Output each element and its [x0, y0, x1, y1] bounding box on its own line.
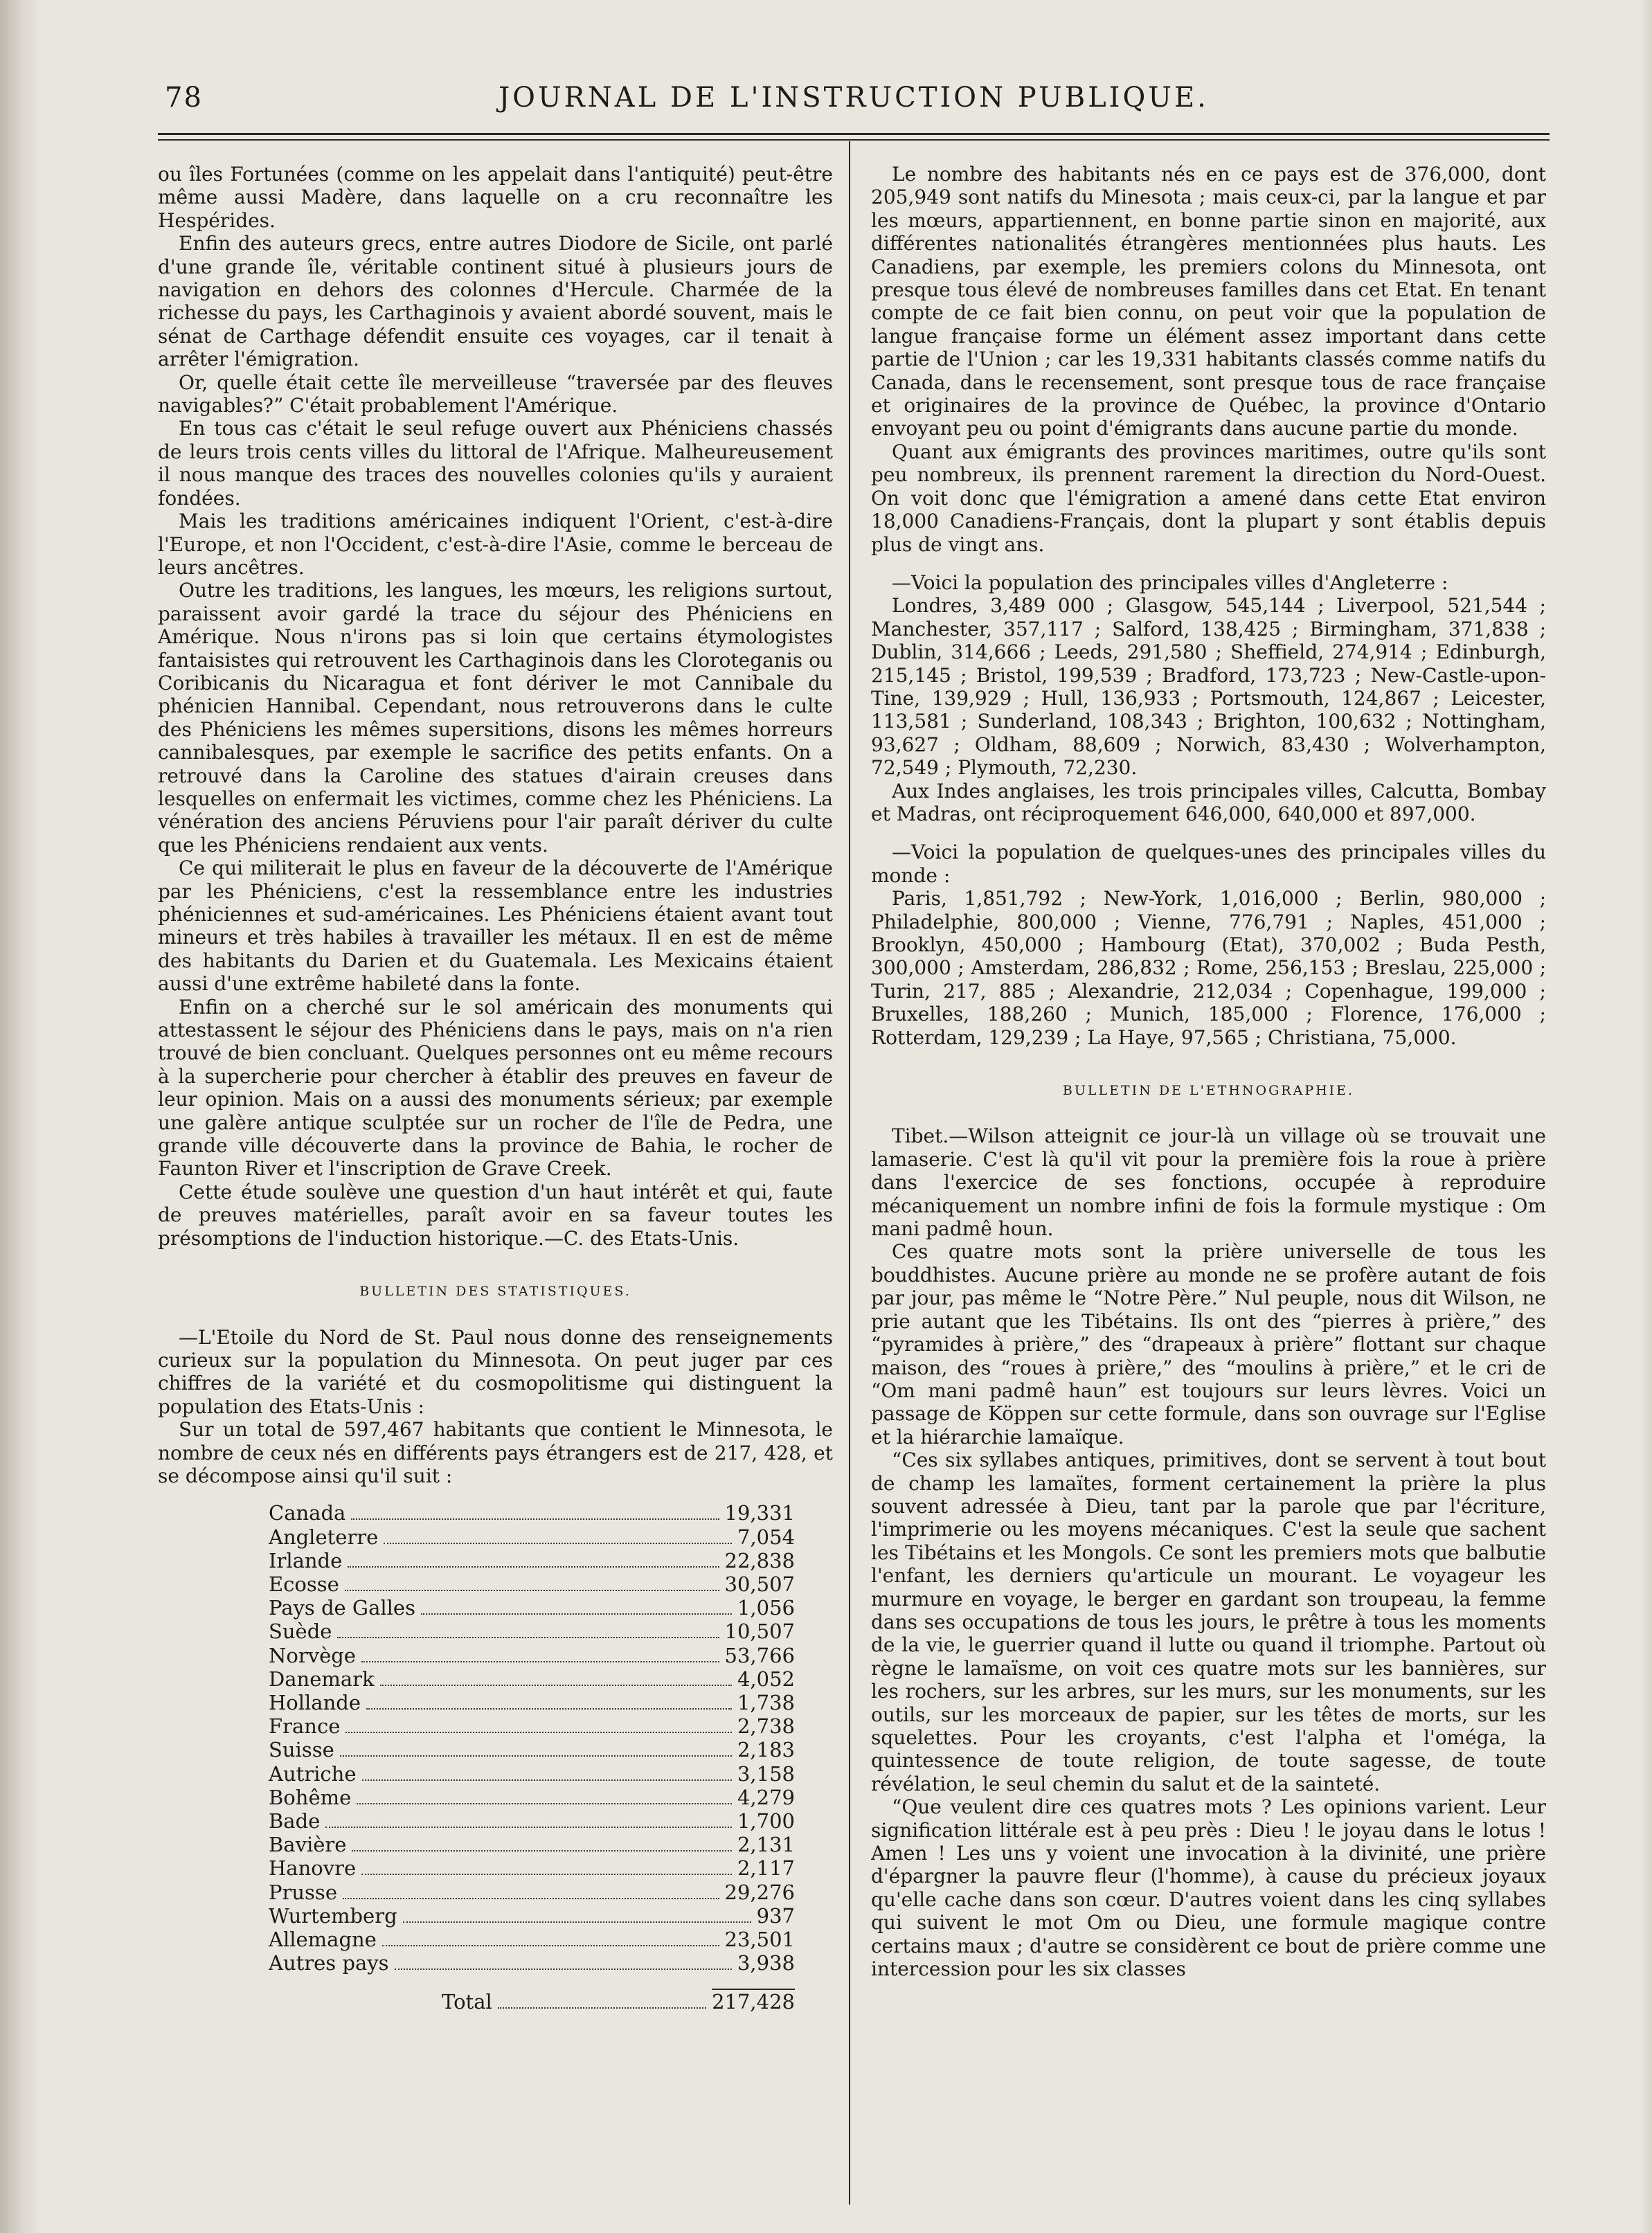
header-rule-secondary — [158, 139, 1550, 141]
table-row — [269, 1833, 795, 1856]
country-name: Hollande — [269, 1690, 361, 1714]
population-value: 2,183 — [737, 1738, 795, 1762]
article-paragraph: En tous cas c'était le seul refuge ouvert aux Phéniciens chassés de leurs trois cents villes du littoral de l'Afrique. Malheureusement il nous manque des traces des nouvelles colonies qu'ils y auraient fondées. — [158, 417, 833, 510]
dot-leader — [403, 1921, 751, 1923]
country-name: Norvège — [269, 1643, 356, 1667]
dot-leader — [348, 1566, 719, 1568]
ethnography-paragraph: Tibet.—Wilson atteignit ce jour-là un village où se trouvait une lamaserie. C'est là qu'il vit pour la première fois la roue à prière dans l'exercice de ses fonctions, occupée à reproduire mécaniquement un nombre infini de fois la formule mystique : Om mani padmê houn. — [871, 1124, 1546, 1241]
dot-leader — [384, 1543, 732, 1544]
dot-leader — [343, 1898, 719, 1899]
table-row — [269, 1928, 795, 1951]
dot-leader — [395, 1969, 732, 1970]
header-rule — [158, 133, 1550, 135]
article-paragraph: —Voici la population des principales villes d'Angleterre : — [892, 571, 1448, 594]
table-row — [269, 1714, 795, 1738]
country-name: Pays de Galles — [269, 1596, 415, 1620]
country-name: Canada — [269, 1501, 346, 1525]
country-name: Bavière — [269, 1833, 347, 1857]
country-name: Bade — [269, 1809, 321, 1833]
population-value: 3,158 — [737, 1761, 795, 1786]
dot-leader — [498, 2007, 706, 2009]
table-row — [269, 1951, 795, 1975]
country-name: Angleterre — [269, 1525, 379, 1549]
ethnography-paragraph: “Ces six syllabes antiques, primitives, dont se servent à tout bout de champ les lamaïtes, forment certainement la prière la plus souvent adressée à Dieu, tant par la parole que par l'écriture, l'imprimerie ou les moyens mécaniques. C'est la seule que sachent les Tibétains et les Mongols. Ce sont les premiers mots que balbutie l'enfant, les derniers qu'articule un mourant. Le voyageur les murmure en voyage, le berger en gardant son troupeau, la femme dans ses occupations de tous les jours, le prêtre à tous les moments de la vie, le guerrier quand il lutte ou quand il triomphe. Partout où règne le lamaïsme, on voit ces quatre mots sur les bannières, sur les rochers, sur les arbres, sur les murs, sur les monuments, sur les outils, sur les morceaux de papier, sur les têtes de morts, sur les squelettes. Pour les croyants, c'est l'alpha et l'oméga, la quintessence de toute religion, de toute sagesse, de toute révélation, le seul chemin du salut et de la sainteté. — [871, 1449, 1546, 1795]
table-row — [269, 1881, 795, 1904]
dot-leader — [366, 1708, 732, 1710]
page-header — [158, 82, 1550, 123]
country-name: Prusse — [269, 1880, 337, 1904]
dot-leader — [337, 1637, 719, 1638]
total-row — [269, 1989, 795, 2014]
dot-leader — [421, 1613, 732, 1615]
population-value: 4,052 — [737, 1667, 795, 1691]
population-value: 2,738 — [737, 1714, 795, 1739]
statistics-paragraph: —L'Etoile du Nord de St. Paul nous donne des renseignements curieux sur la population du Minnesota. On peut juger par ces chiffres de la variété et du cosmopolitisme qui distinguent la population des Etats-Unis : — [158, 1325, 833, 1418]
table-row — [269, 1572, 795, 1596]
country-name: Suède — [269, 1620, 332, 1644]
country-name: Autriche — [269, 1761, 357, 1786]
article-paragraph: Quant aux émigrants des provinces maritimes, outre qu'ils sont peu nombreux, ils prennent rarement la direction du Nord-Ouest. On voit donc que l'émigration a amené dans cette Etat environ 18,000 Canadiens-Français, dont la plupart y sont établis depuis plus de vingt ans. — [871, 440, 1546, 556]
scan-edge — [1640, 0, 1652, 2233]
statistics-paragraph: Sur un total de 597,467 habitants que contient le Minnesota, le nombre de ceux nés en différents pays étrangers est de 217, 428, et se décompose ainsi qu'il suit : — [158, 1418, 833, 1487]
population-value: 1,738 — [737, 1690, 795, 1714]
table-row — [269, 1549, 795, 1572]
city-population-list: Londres, 3,489 000 ; Glasgow, 545,144 ; Liverpool, 521,544 ; Manchester, 357,117 ; Salford, 138,425 ; Birmingham, 371,838 ; Dublin, 314,666 ; Leeds, 291,580 ; Sheffield, 274,914 ; Edinburgh, 215,145 ; Bristol, 199,539 ; Bradford, 173,723 ; New-Castle-upon-Tine, 139,929 ; Hull, 136,933 ; Portsmouth, 124,867 ; Leicester, 113,581 ; Sunderland, 108,343 ; Brighton, 100,632 ; Nottingham, 93,627 ; Oldham, 88,609 ; Norwich, 83,430 ; Wolverhampton, 72,549 ; Plymouth, 72,230. — [871, 594, 1546, 780]
country-name: France — [269, 1714, 341, 1739]
dot-leader — [380, 1685, 732, 1686]
country-name: Bohême — [269, 1785, 352, 1809]
country-name: Autres pays — [269, 1951, 389, 1975]
ethnography-paragraph: Ces quatre mots sont la prière universelle de tous les bouddhistes. Aucune prière au monde ne se profère autant de fois par jour, pas même le “Notre Père.” Nul peuple, nous dit Wilson, ne prie autant que les Tibétains. Ils ont des “pierres à prière,” des “pyramides à prière,” des “drapeaux à prière” flottant sur chaque maison, des “roues à prière,” des “moulins à prière,” et le cri de “Om mani padmê haun” est toujours sur leurs lèvres. Voici un passage de Köppen sur cette formule, dans son ouvrage sur l'Eglise et la hiérarchie lamaïque. — [871, 1240, 1546, 1449]
dot-leader — [345, 1590, 719, 1591]
population-value: 7,054 — [737, 1525, 795, 1549]
left-column — [158, 163, 833, 2202]
dot-leader — [362, 1779, 732, 1781]
population-value: 2,131 — [737, 1833, 795, 1857]
article-paragraph: ou îles Fortunées (comme on les appelait dans l'antiquité) peut-être même aussi Madère, dans laquelle on a cru reconnaître les Hespérides. — [158, 163, 833, 232]
country-name: Danemark — [269, 1667, 375, 1691]
article-paragraph: Or, quelle était cette île merveilleuse “traversée par des fleuves navigables?” C'était probablement l'Amérique. — [158, 370, 833, 418]
table-row — [269, 1809, 795, 1833]
population-value: 30,507 — [724, 1572, 795, 1596]
dot-leader — [357, 1803, 732, 1804]
dot-leader — [382, 1945, 719, 1946]
table-row — [269, 1644, 795, 1667]
population-value: 53,766 — [724, 1643, 795, 1667]
country-name: Ecosse — [269, 1572, 339, 1596]
country-name: Suisse — [269, 1738, 334, 1762]
dot-leader — [351, 1518, 719, 1520]
country-name: Hanovre — [269, 1856, 357, 1881]
table-row — [269, 1596, 795, 1620]
population-value: 3,938 — [737, 1951, 795, 1975]
population-value: 22,838 — [724, 1548, 795, 1572]
journal-title: JOURNAL DE L'INSTRUCTION PUBLIQUE. — [499, 82, 1209, 114]
population-value: 937 — [756, 1903, 795, 1928]
total-value: 217,428 — [712, 1990, 795, 2014]
article-paragraph: Outre les traditions, les langues, les mœurs, les religions surtout, paraissent avoir gardé la trace du séjour des Phéniciens en Amérique. Nous n'irons pas si loin que certains étymologistes fantaisistes qui retrouvent les Carthaginois dans les Cloroteganis ou Coribicanis du Nicaragua et font dériver le mot Cannibale du phénicien Hannibal. Cependant, nous retrouverons dans le culte des Phéniciens les mêmes supersitions, disons les mêmes horreurs cannibalesques, par exemple le sacrifice des petits enfants. On a retrouvé dans la Caroline des statues d'airain creuses dans lesquelles on enfermait les victimes, comme chez les Phéniciens. La vénération des anciens Péruviens pour l'air paraît dériver du culte que les Phéniciens rendaient aux vents. — [158, 579, 833, 857]
statistics-bulletin-heading: BULLETIN DES STATISTIQUES. — [359, 1284, 631, 1300]
dot-leader — [352, 1850, 732, 1851]
population-value: 29,276 — [724, 1880, 795, 1904]
population-value: 1,700 — [737, 1809, 795, 1833]
table-row — [269, 1738, 795, 1761]
right-column — [871, 163, 1546, 2202]
dot-leader — [361, 1874, 732, 1875]
book-binding-edge — [0, 0, 43, 2233]
population-value: 10,507 — [724, 1620, 795, 1644]
page-number: 78 — [165, 82, 203, 114]
dot-leader — [361, 1661, 719, 1662]
country-name: Allemagne — [269, 1928, 377, 1951]
article-paragraph: —Voici la population de quelques-unes des principales villes du monde : — [871, 841, 1546, 887]
dot-leader — [325, 1827, 732, 1828]
dot-leader — [340, 1755, 732, 1757]
table-row — [269, 1620, 795, 1643]
population-value: 2,117 — [737, 1856, 795, 1881]
population-table — [269, 1501, 795, 2014]
population-value: 23,501 — [724, 1928, 795, 1951]
article-paragraph: Enfin on a cherché sur le sol américain des monuments qui attestassent le séjour des Phéniciens dans le pays, mais on n'a rien trouvé de bien concluant. Quelques personnes ont eu même recours à la supercherie pour chercher à établir des preuves en faveur de leur opinion. Mais on a aussi des monuments sérieux; par exemple une galère antique sculptée sur un rocher de l'île de Pedra, une grande ville découverte dans la province de Bahia, le rocher de Faunton River et l'inscription de Grave Creek. — [158, 995, 833, 1181]
journal-page — [158, 69, 1550, 2188]
table-row — [269, 1856, 795, 1880]
article-paragraph: Ce qui militerait le plus en faveur de la découverte de l'Amérique par les Phéniciens, c'est la ressemblance entre les industries phéniciennes et sud-américaines. Les Phéniciens étaient avant tout mineurs et très habiles à travailler les métaux. Il en est de même des habitants du Darien et du Guatemala. Les Mexicains étaient aussi d'une extrême habileté dans la fonte. — [158, 857, 833, 996]
total-label: Total — [442, 1990, 492, 2014]
article-paragraph: Aux Indes anglaises, les trois principales villes, Calcutta, Bombay et Madras, ont réciproquement 646,000, 640,000 et 897,000. — [871, 779, 1546, 825]
article-paragraph: Cette étude soulève une question d'un haut intérêt et qui, faute de preuves matérielles, paraît avoir en sa faveur toutes les présomptions de l'induction historique.—C. des Etats-Unis. — [158, 1180, 833, 1250]
table-row — [269, 1762, 795, 1786]
article-paragraph: Le nombre des habitants nés en ce pays est de 376,000, dont 205,949 sont natifs du Minesota ; mais ceux-ci, par la langue et par les mœurs, appartiennent, en bonne partie sinon en majorité, aux différentes nationalités étrangères mentionnées plus hauts. Les Canadiens, par exemple, les premiers colons du Minnesota, ont presque tous élevé de nombreuses familles dans cet Etat. En tenant compte de ce fait bien connu, on peut voir que la population de langue française forme un élément assez important dans cette partie de l'Union ; car les 19,331 habitants classés comme natifs du Canada, dans le recensement, sont presque tous de race française et originaires de la province de Québec, la province d'Ontario envoyant peu ou point d'émigrants dans aucune partie du monde. — [871, 163, 1546, 440]
column-divider — [849, 141, 850, 2205]
article-paragraph: Mais les traditions américaines indiquent l'Orient, c'est-à-dire l'Europe, et non l'Occident, c'est-à-dire l'Asie, comme le berceau de leurs ancêtres. — [158, 510, 833, 579]
population-value: 1,056 — [737, 1596, 795, 1620]
ethnography-paragraph: “Que veulent dire ces quatres mots ? Les opinions varient. Leur signification littérale est à peu près : Dieu ! le joyau dans le lotus ! Amen ! Les uns y voient une invocation à la divinité, une prière d'épargner la pauvre fleur (l'homme), à cause du précieux joyaux qu'elle cache dans son cœur. D'autres voient dans les cinq syllabes qui suivent le mot Om ou Dieu, une formule magique contre certains maux ; d'autre se considèrent ce bout de prière comme une intercession pour les six classes — [871, 1795, 1546, 1981]
country-name: Irlande — [269, 1548, 343, 1572]
dot-leader — [345, 1732, 732, 1733]
table-row — [269, 1667, 795, 1691]
table-row — [269, 1904, 795, 1928]
table-row — [269, 1525, 795, 1549]
table-row — [269, 1786, 795, 1809]
table-row — [269, 1691, 795, 1714]
population-value: 19,331 — [724, 1501, 795, 1525]
city-population-list: Paris, 1,851,792 ; New-York, 1,016,000 ; Berlin, 980,000 ; Philadelphie, 800,000 ; Vienne, 776,791 ; Naples, 451,000 ; Brooklyn, 450,000 ; Hambourg (Etat), 370,002 ; Buda Pesth, 300,000 ; Amsterdam, 286,832 ; Rome, 256,153 ; Breslau, 225,000 ; Turin, 217, 885 ; Alexandrie, 212,034 ; Copenhague, 199,000 ; Bruxelles, 188,260 ; Munich, 185,000 ; Florence, 176,000 ; Rotterdam, 129,239 ; La Haye, 97,565 ; Christiana, 75,000. — [871, 887, 1546, 1049]
ethnography-bulletin-heading: BULLETIN DE L'ETHNOGRAPHIE. — [1062, 1083, 1355, 1099]
country-name: Wurtemberg — [269, 1903, 397, 1928]
article-paragraph: Enfin des auteurs grecs, entre autres Diodore de Sicile, ont parlé d'une grande île, véritable continent situé à plusieurs jours de navigation en dehors des colonnes d'Hercule. Charmée de la richesse du pays, les Carthaginois y avaient abordé souvent, mais le sénat de Carthage défendit ensuite ces voyages, car il tenait à arrêter l'émigration. — [158, 232, 833, 371]
population-value: 4,279 — [737, 1785, 795, 1809]
table-row — [269, 1501, 795, 1525]
